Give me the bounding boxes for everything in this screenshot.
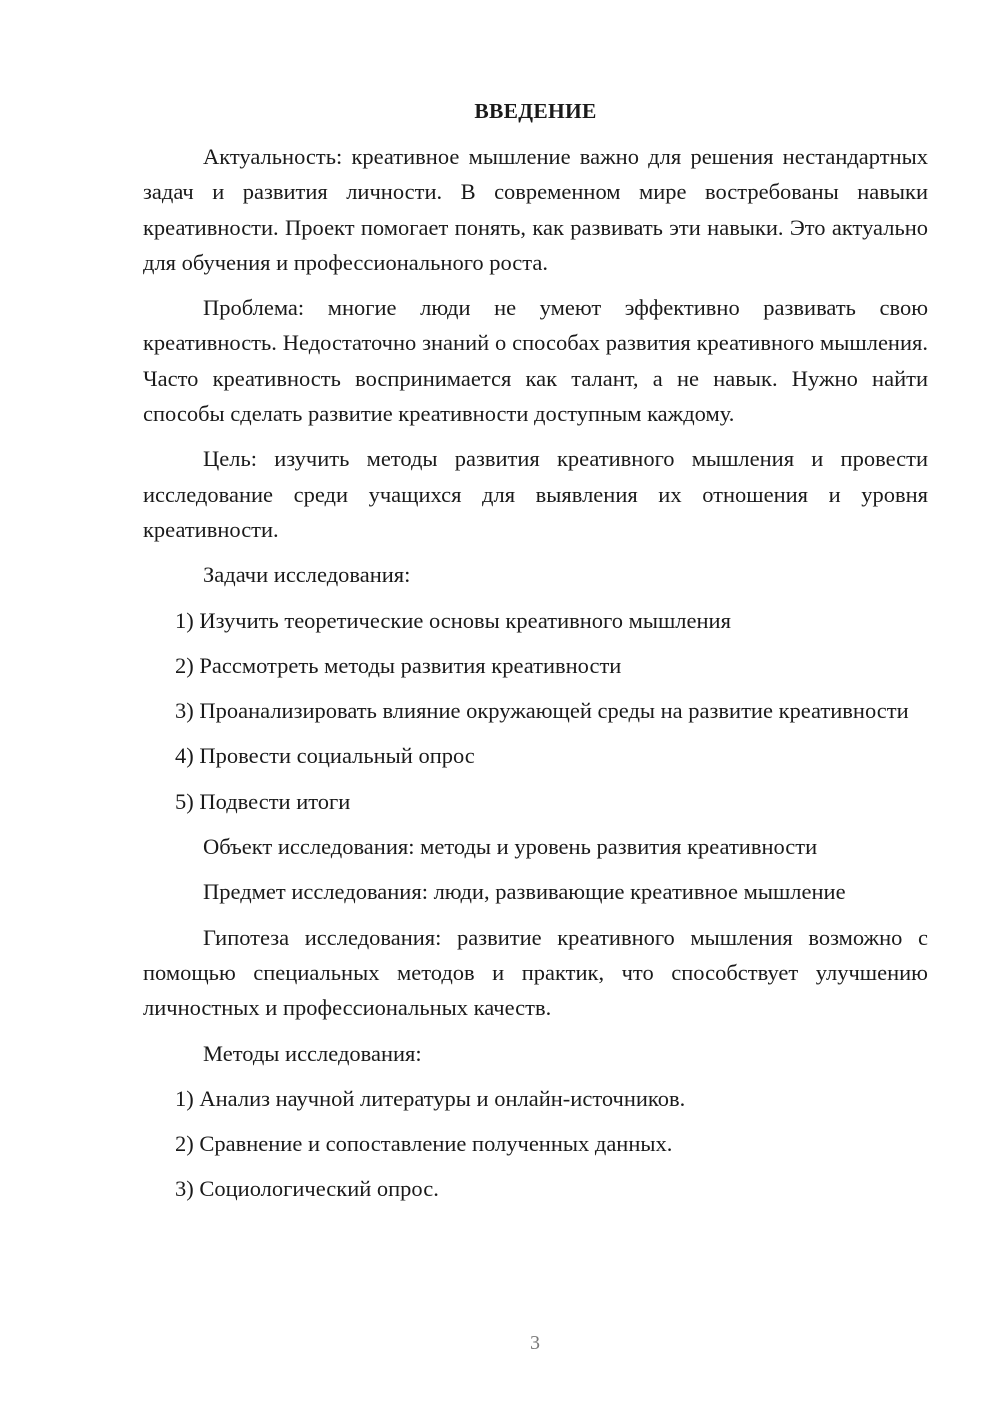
object-paragraph: Объект исследования: методы и уровень развития креативности [203, 834, 818, 860]
method-item-1: 1) Анализ научной литературы и онлайн-источников. [175, 1085, 686, 1111]
subject-paragraph: Предмет исследования: люди, развивающие креативное мышление [203, 879, 846, 905]
relevance-paragraph: Актуальность: креативное мышление важно для решения нестандартных задач и развития личности. В современном мире востребованы навыки креативности. Проект помогает понять, как развивать эти навыки. Это актуально для обучения и профессионального роста. [143, 144, 928, 275]
goal-paragraph: Цель: изучить методы развития креативного мышления и провести исследование среди учащихся для выявления их отношения и уровня креативности. [143, 446, 928, 542]
task-item-3: 3) Проанализировать влияние окружающей среды на развитие креативности [175, 698, 909, 724]
hypothesis-paragraph: Гипотеза исследования: развитие креативного мышления возможно с помощью специальных методов и практик, что способствует улучшению личностных и профессиональных качеств. [143, 924, 928, 1021]
task-item-4: 4) Провести социальный опрос [175, 743, 475, 769]
task-item-1: 1) Изучить теоретические основы креативного мышления [175, 607, 731, 633]
task-item-5: 5) Подвести итоги [175, 788, 351, 814]
problem-paragraph: Проблема: многие люди не умеют эффективно развивать свою креативность. Недостаточно знаний о способах развития креативного мышления. Часто креативность воспринимается как талант, а не навык. Нужно найти способы сделать развитие креативности доступным каждому. [143, 295, 928, 427]
page-number: 3 [530, 1332, 540, 1354]
task-item-2: 2) Рассмотреть методы развития креативности [175, 652, 622, 678]
page-content [143, 94, 928, 1217]
method-item-2: 2) Сравнение и сопоставление полученных данных. [175, 1131, 673, 1157]
method-item-3: 3) Социологический опрос. [175, 1176, 439, 1202]
methods-heading: Методы исследования: [203, 1040, 422, 1066]
tasks-heading: Задачи исследования: [203, 562, 411, 588]
section-title: ВВЕДЕНИЕ [474, 99, 597, 123]
